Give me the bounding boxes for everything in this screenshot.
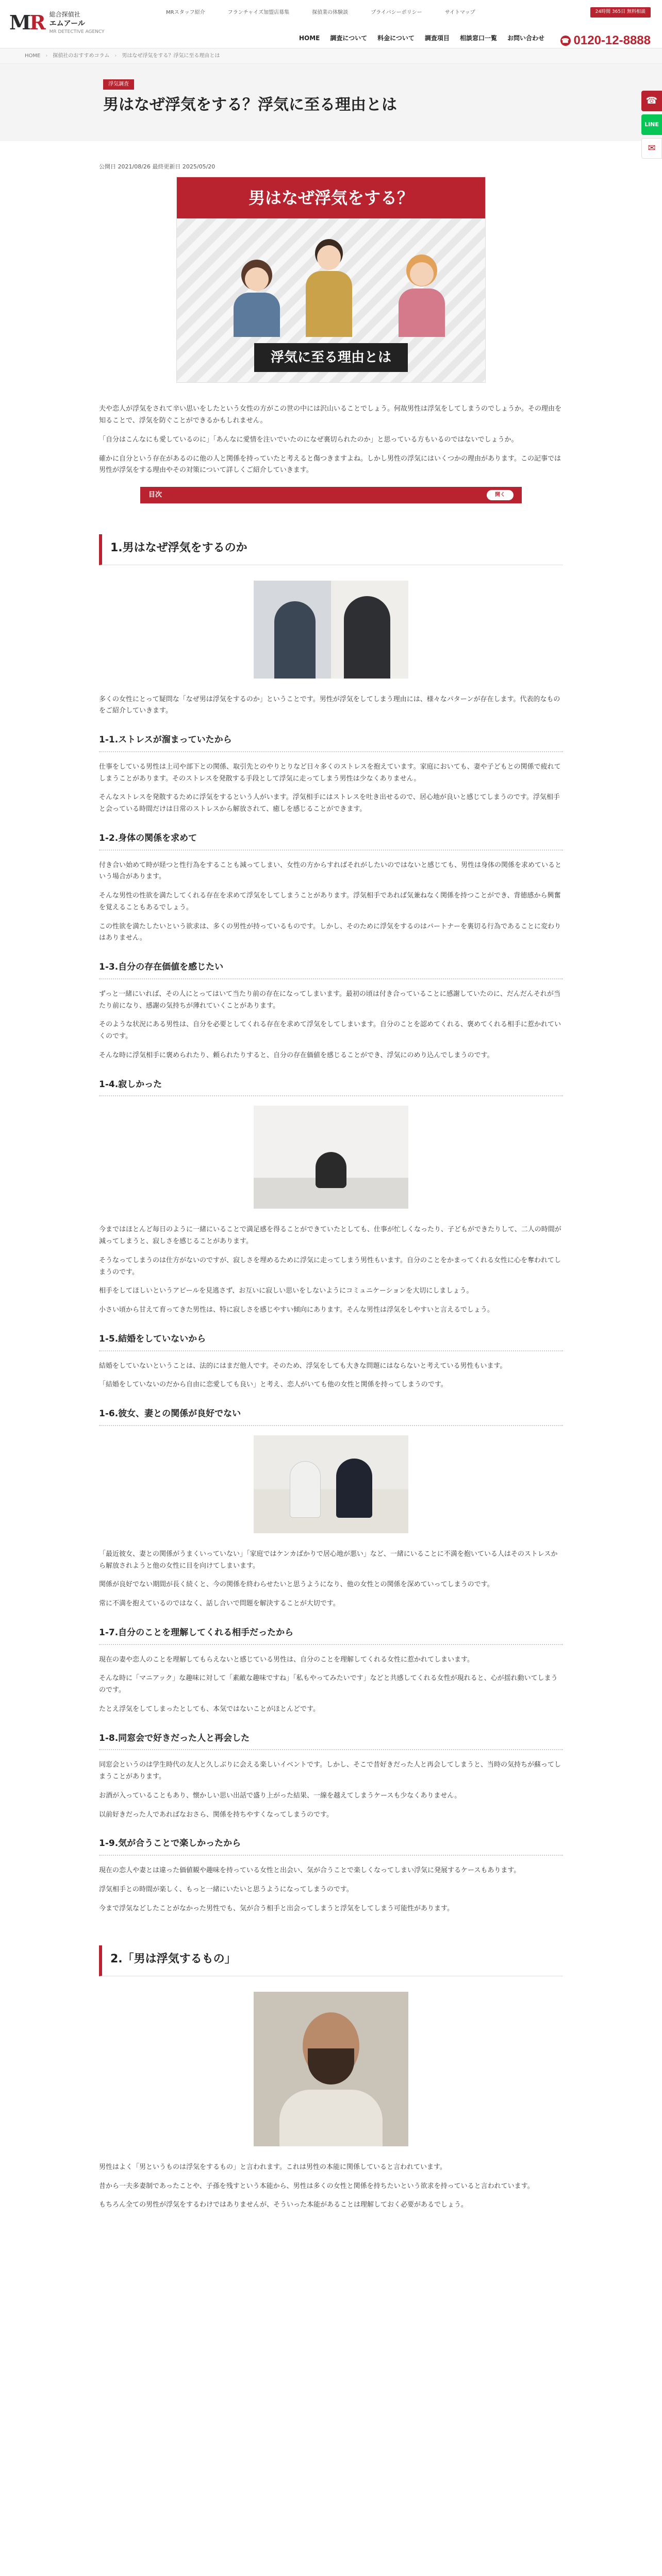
phone-icon: ☎ xyxy=(560,36,571,46)
illustration-other-woman xyxy=(393,255,450,337)
nav-contact[interactable]: お問い合わせ xyxy=(507,35,544,42)
breadcrumb-current: 男はなぜ浮気をする？浮気に至る理由とは xyxy=(122,53,220,59)
subsection-heading: 1-9.気が合うことで楽しかったから xyxy=(99,1836,563,1856)
section-intro: 多くの女性にとって疑問な「なぜ男は浮気をするのか」ということです。男性が浮気をしてしまう理由には、様々なパターンが存在します。代表的なものをご紹介していきます。 xyxy=(99,695,560,715)
side-phone-button[interactable] xyxy=(641,91,662,111)
paragraph: 小さい頃から甘えて育ってきた男性は、特に寂しさを感じやすい傾向にあります。そんな男性は浮気をしやすいと言えるでしょう。 xyxy=(99,1306,494,1314)
paragraph: そのような状況にある男性は、自分を必要としてくれる存在を求めて浮気をしてしまいます。自分のことを認めてくれる、褒めてくれる相手に惹かれていくのです。 xyxy=(99,1021,561,1040)
nav-home[interactable]: HOME xyxy=(299,35,320,42)
subsection-heading: 1-7.自分のことを理解してくれる相手だったから xyxy=(99,1625,563,1645)
main-navigation xyxy=(294,33,550,44)
page-title: 男はなぜ浮気をする？浮気に至る理由とは xyxy=(103,95,397,114)
lead-paragraph: 確かに自分という存在があるのに他の人と関係を持っていたと考えると傷つきますよね。しかし男性の浮気にはいくつかの理由があります。この記事では男性が浮気をする理由やその対策について詳しくご紹介していきます。 xyxy=(99,454,561,474)
paragraph: 現在の妻や恋人のことを理解してもらえないと感じている男性は、自分のことを理解してくれる女性に惹かれてしまいます。 xyxy=(99,1655,474,1664)
photo-man-shirt xyxy=(279,2090,383,2146)
sub-navigation xyxy=(155,8,487,18)
paragraph: 浮気相手との時間が楽しく、もっと一緒にいたいと思うようになってしまうのです。 xyxy=(99,1885,353,1893)
site-logo[interactable] xyxy=(9,10,105,36)
toc-toggle-button[interactable]: 開く xyxy=(487,490,514,500)
paragraph: 「結婚をしていないのだから自由に恋愛しても良い」と考え、恋人がいても他の女性と関係を持ってしまうのです。 xyxy=(99,1381,448,1389)
subnav-staff[interactable]: MRスタッフ紹介 xyxy=(166,10,205,15)
nav-pricing[interactable]: 料金について xyxy=(377,35,415,42)
breadcrumb-home[interactable]: HOME xyxy=(25,53,41,59)
line-icon: LINE xyxy=(644,121,659,128)
article-body xyxy=(99,141,563,2229)
paragraph: 今まではほとんど毎日のように一緒にいることで満足感を得ることができていたとしても、仕事が忙しくなったり、子どもができたりして、二人の時間が減ってしまうと、寂しさを感じることがあります。 xyxy=(99,1226,561,1245)
subsection-heading: 1-8.同窓会で好きだった人と再会した xyxy=(99,1731,563,1751)
side-contact-buttons xyxy=(641,91,662,159)
illustration-man xyxy=(301,239,357,337)
paragraph: 結婚をしていないということは、法的にはまだ他人です。そのため、浮気をしても大きな問題にはならないと考えている男性もいます。 xyxy=(99,1362,507,1370)
paragraph: 同窓会というのは学生時代の友人と久しぶりに会える楽しいイベントです。しかし、そこで昔好きだった人と再会してしまうと、当時の気持ちが蘇ってしまうことがあります。 xyxy=(99,1761,561,1781)
subsection-heading: 1-1.ストレスが溜まっていたから xyxy=(99,733,563,752)
logo-mark xyxy=(9,11,44,35)
paragraph: 以前好きだった人であればなおさら、関係を持ちやすくなってしまうのです。 xyxy=(99,1810,333,1819)
photo-person-right xyxy=(344,596,390,679)
paragraph: そんな男性の性欲を満たしてくれる存在を求めて浮気をしてしまうことがあります。浮気相手であれば気兼ねなく関係を持つことができ、背徳感から興奮を覚えることもあるでしょう。 xyxy=(99,892,561,911)
eyecatch-image xyxy=(176,177,486,383)
publish-date: 公開日 2021/08/26 最終更新日 2025/05/20 xyxy=(99,163,216,170)
paragraph: 相手をしてほしいというアピールを見逃さず、お互いに寂しい思いをしないようにコミュニケーションを大切にしましょう。 xyxy=(99,1287,473,1295)
paragraph: そうなってしまうのは仕方がないのですが、寂しさを埋めるために浮気に走ってしまう男性もいます。自分のことをかまってくれる女性に心を奪われてしまうのです。 xyxy=(99,1256,561,1276)
paragraph: 関係が良好でない期間が長く続くと、今の関係を終わらせたいと思うようになり、他の女性との関係を深めていってしまうのです。 xyxy=(99,1581,494,1589)
breadcrumb-column[interactable]: 探偵社のおすすめコラム xyxy=(53,53,110,59)
subnav-sitemap[interactable]: サイトマップ xyxy=(444,10,475,15)
photo-man-beard xyxy=(308,2048,354,2084)
subsection-heading: 1-3.自分の存在価値を感じたい xyxy=(99,960,563,979)
paragraph: 今まで浮気などしたことがなかった男性でも、気が合う相手と出会ってしまうと浮気をしてしまう可能性があります。 xyxy=(99,1904,454,1912)
side-line-button[interactable] xyxy=(641,114,662,135)
lead-paragraph: 夫や恋人が浮気をされて辛い思いをしたという女性の方がこの世の中には沢山いることでしょう。何故男性は浮気をしてしまうのでしょうか。その理由を知ることで、浮気を防ぐことができるかもしれません。 xyxy=(99,405,562,425)
section-2 xyxy=(99,1945,563,2211)
subsection-heading: 1-6.彼女、妻との関係が良好でない xyxy=(99,1406,563,1426)
nav-offices[interactable]: 相談窓口一覧 xyxy=(459,35,497,42)
photo-sitting-man xyxy=(316,1152,346,1188)
category-badge[interactable]: 浮気調査 xyxy=(103,79,134,90)
nav-services[interactable]: 調査項目 xyxy=(424,35,450,42)
table-of-contents xyxy=(140,487,522,503)
paragraph: そんな時に浮気相手に褒められたり、頼られたりすると、自分の存在価値を感じることができ、浮気にのめり込んでしまうのです。 xyxy=(99,1051,494,1059)
site-header xyxy=(0,0,662,48)
company-label: 総合探偵社 xyxy=(49,11,80,18)
lead-paragraph: 「自分はこんなにも愛しているのに」「あんなに愛情を注いでいたのになぜ裏切られたのか」と思っている方もいるのではないでしょうか。 xyxy=(99,435,518,444)
paragraph: そんな時に「マニアック」な趣味に対して「素敵な趣味ですね」「私もやってみたいです」などと共感してくれる女性が現れると、心が揺れ動いてしまうのです。 xyxy=(99,1674,558,1694)
paragraph: たとえ浮気をしてしまったとしても、本気ではないことがほとんどです。 xyxy=(99,1705,320,1713)
photo-woman xyxy=(290,1461,321,1518)
section-heading: 2.「男は浮気するもの」 xyxy=(99,1945,563,1976)
photo-person-left xyxy=(274,601,316,679)
article-header xyxy=(0,64,662,141)
side-mail-button[interactable] xyxy=(641,138,662,159)
section-heading: 1.男はなぜ浮気をするのか xyxy=(99,534,563,565)
paragraph: この性欲を満たしたいという欲求は、多くの男性が持っているものです。しかし、そのために浮気をするのはパートナーを裏切る行為であることに変わりはありません。 xyxy=(99,922,561,942)
paragraph: 昔から一夫多妻制であったことや、子孫を残すという本能から、男性は多くの女性と関係を持ちたいという欲求を持っていると言われています。 xyxy=(99,2182,534,2190)
paragraph: 「最近彼女、妻との関係がうまくいっていない」「家庭ではケンカばかりで居心地が悪い」など、一緒にいることに不満を抱いている人はそのストレスから解放されようと他の女性に目を向けてしまいます。 xyxy=(99,1550,558,1570)
breadcrumb-separator: › xyxy=(45,53,48,59)
subnav-franchise[interactable]: フランチャイズ加盟店募集 xyxy=(227,10,290,15)
company-name: エムアール xyxy=(49,19,85,28)
logo-text xyxy=(49,10,105,36)
paragraph: 男性はよく「男というものは浮気をするもの」と言われます。これは男性の本能に関係していると言われています。 xyxy=(99,2163,446,2171)
logo-letter-m: M xyxy=(9,11,30,35)
paragraph: 常に不満を抱えているのではなく、話し合いで問題を解決することが大切です。 xyxy=(99,1600,340,1607)
section-1 xyxy=(99,534,563,1914)
free-consult-badge: 24時間 365日 無料相談 xyxy=(590,7,651,18)
eyecatch-title: 男はなぜ浮気をする？ xyxy=(177,177,485,218)
phone-icon: ☎ xyxy=(646,95,658,107)
paragraph: ずっと一緒にいれば、その人にとってはいて当たり前の存在になってしまいます。最初の頃は付き合っていることに感謝していたのに、だんだんそれが当たり前になり、感謝の気持ちが薄れていくことがあります。 xyxy=(99,990,560,1010)
photo-man xyxy=(336,1459,372,1518)
subnav-privacy[interactable]: プライバシーポリシー xyxy=(371,10,422,15)
article-lead xyxy=(99,403,563,477)
subsection-heading: 1-2.身体の関係を求めて xyxy=(99,831,563,851)
logo-subtitle: MR DETECTIVE AGENCY xyxy=(49,29,105,35)
bearded-man-photo xyxy=(254,1992,408,2146)
logo-letter-r: R xyxy=(29,11,44,35)
subsection-heading: 1-5.結婚をしていないから xyxy=(99,1332,563,1351)
subnav-experience[interactable]: 探偵業の体験談 xyxy=(312,10,349,15)
paragraph: もちろん全ての男性が浮気をするわけではありませんが、そういった本能があることは理解しておく必要があるでしょう。 xyxy=(99,2201,468,2209)
paragraph: お酒が入っていることもあり、懐かしい思い出話で盛り上がった結果、一線を越えてしまうケースも少なくありません。 xyxy=(99,1791,461,1800)
illustration-woman xyxy=(228,260,285,337)
couple-photo xyxy=(254,581,408,679)
nav-about-investigation[interactable]: 調査について xyxy=(330,35,368,42)
toc-label: 目次 xyxy=(148,490,162,499)
paragraph: 付き合い始めて時が経つと性行為をすることも減ってしまい、女性の方からすればそれがしたいのではないと感じても、男性は身体の関係を求めているという場合があります。 xyxy=(99,861,562,881)
arguing-couple-photo xyxy=(254,1435,408,1533)
phone-number-link[interactable] xyxy=(560,30,651,52)
lonely-man-photo xyxy=(254,1106,408,1209)
paragraph: 仕事をしている男性は上司や部下との関係、取引先とのやりとりなど日々多くのストレスを抱えています。家庭においても、妻や子どもとの関係で疲れてしまうことがあります。そのストレスを発散する手段として浮気に走ってしまう男性は少なくありません。 xyxy=(99,762,561,783)
mail-icon: ✉ xyxy=(648,143,656,154)
breadcrumb-separator: › xyxy=(114,53,117,59)
subsection-heading: 1-4.寂しかった xyxy=(99,1077,563,1097)
phone-number: 0120-12-8888 xyxy=(573,33,651,47)
paragraph: そんなストレスを発散するために浮気をするという人がいます。浮気相手にはストレスを吐き出せるので、居心地が良いと感じてしまうのです。浮気相手と会っている時間だけは日常のストレスから解放されて、癒しを感じることができます。 xyxy=(99,793,560,813)
paragraph: 現在の恋人や妻とは違った価値観や趣味を持っている女性と出会い、気が合うことで楽しくなってしまい浮気に発展するケースもあります。 xyxy=(99,1867,521,1874)
eyecatch-subtitle: 浮気に至る理由とは xyxy=(254,343,408,372)
page-bottom-spacer xyxy=(99,2218,563,2229)
